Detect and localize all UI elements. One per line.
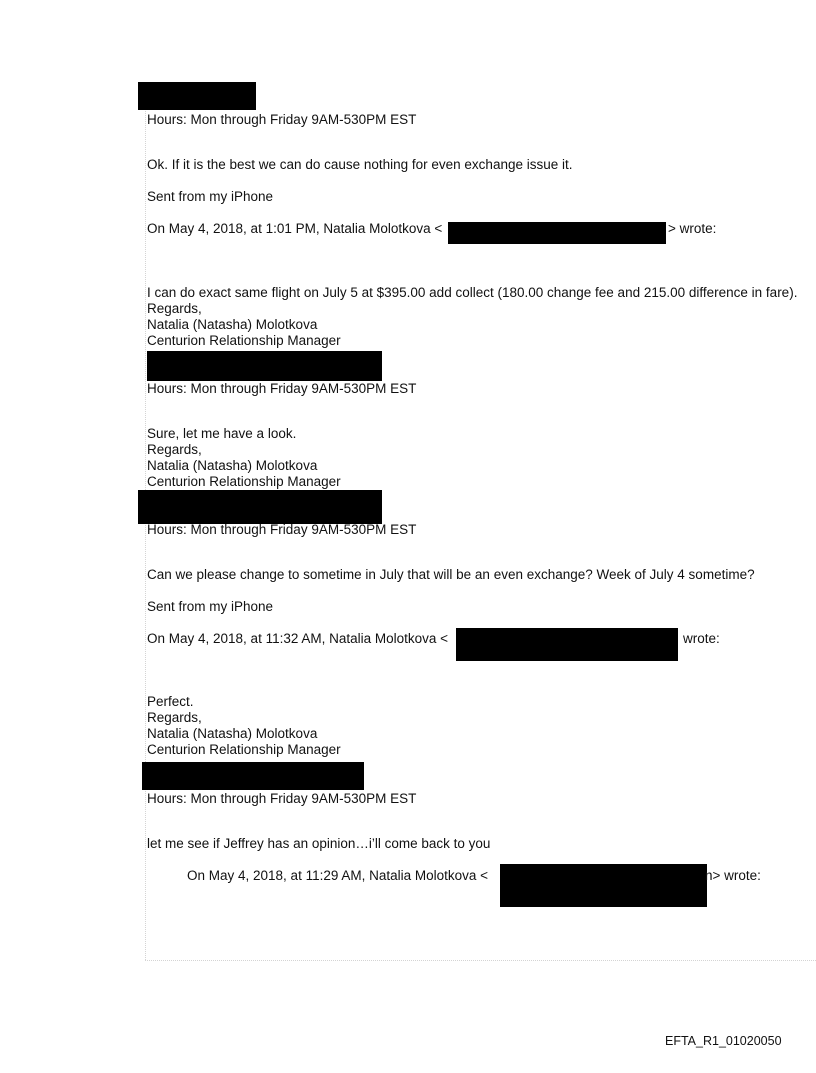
quote-header-suffix: wrote: — [683, 631, 720, 646]
signature-name: Natalia (Natasha) Molotkova — [147, 458, 318, 473]
signature-title: Centurion Relationship Manager — [147, 333, 341, 348]
frame-border-left — [145, 108, 146, 960]
redaction-block — [500, 864, 707, 907]
message-text: I can do exact same flight on July 5 at $395.00 add collect (180.00 change fee and 215.00 difference in fare). — [147, 285, 798, 300]
signature-title: Centurion Relationship Manager — [147, 474, 341, 489]
message-text: Can we please change to sometime in July that will be an even exchange? Week of July 4 sometime? — [147, 567, 755, 582]
sent-from-iphone: Sent from my iPhone — [147, 189, 274, 204]
quote-header: On May 4, 2018, at 1:01 PM, Natalia Molotkova < — [147, 221, 443, 236]
quote-header-suffix: > wrote: — [668, 221, 717, 236]
sent-from-iphone: Sent from my iPhone — [147, 599, 274, 614]
hours-line: Hours: Mon through Friday 9AM-530PM EST — [147, 522, 417, 537]
quote-header-suffix: n> wrote: — [705, 868, 761, 883]
hours-line: Hours: Mon through Friday 9AM-530PM EST — [147, 112, 417, 127]
redaction-block — [142, 762, 364, 790]
redaction-block — [147, 351, 382, 381]
message-text: Sure, let me have a look. — [147, 426, 297, 441]
redaction-block — [448, 222, 666, 244]
hours-line: Hours: Mon through Friday 9AM-530PM EST — [147, 791, 417, 806]
document-id: EFTA_R1_01020050 — [665, 1034, 782, 1048]
signature-name: Natalia (Natasha) Molotkova — [147, 317, 318, 332]
redaction-block — [138, 490, 382, 524]
redaction-block — [138, 82, 256, 110]
quote-header: On May 4, 2018, at 11:29 AM, Natalia Molotkova < — [187, 868, 489, 883]
message-text: Ok. If it is the best we can do cause nothing for even exchange issue it. — [147, 157, 573, 172]
hours-line: Hours: Mon through Friday 9AM-530PM EST — [147, 381, 417, 396]
signature-regards: Regards, — [147, 301, 202, 316]
signature-name: Natalia (Natasha) Molotkova — [147, 726, 318, 741]
redaction-block — [456, 628, 678, 661]
frame-border-bottom — [145, 960, 816, 961]
message-text: Perfect. — [147, 694, 194, 709]
signature-regards: Regards, — [147, 710, 202, 725]
message-text: let me see if Jeffrey has an opinion…i’ll come back to you — [147, 836, 491, 851]
signature-title: Centurion Relationship Manager — [147, 742, 341, 757]
quote-header: On May 4, 2018, at 11:32 AM, Natalia Molotkova < — [147, 631, 449, 646]
signature-regards: Regards, — [147, 442, 202, 457]
